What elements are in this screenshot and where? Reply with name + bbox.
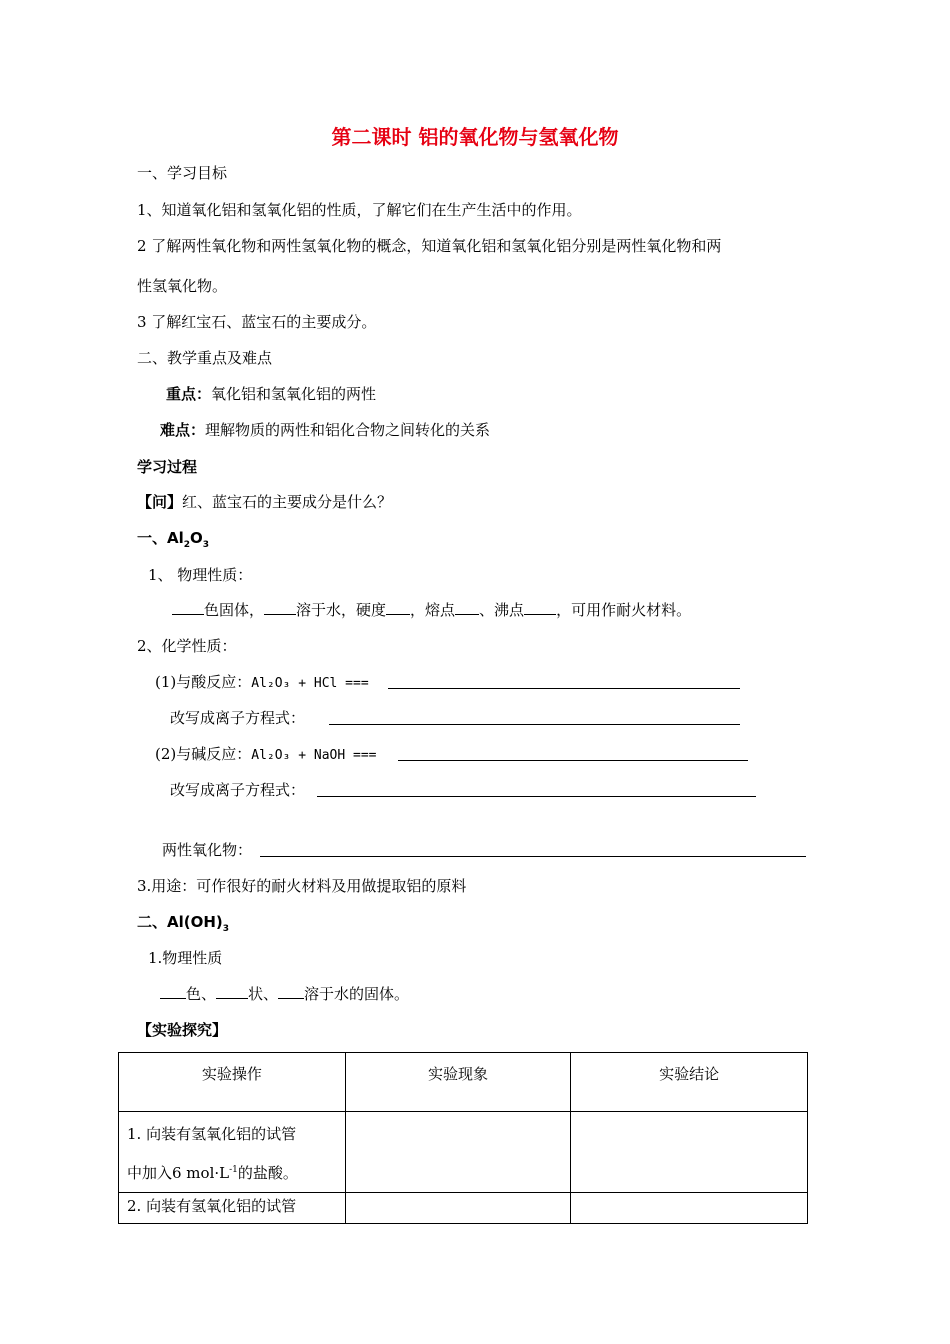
objective-2-cont: 性氢氧化物。: [137, 277, 228, 295]
table-cell: [119, 1112, 346, 1193]
amphoteric-label: 两性氧化物：: [162, 841, 253, 859]
blank[interactable]: [455, 600, 479, 615]
column-header: 实验操作: [119, 1053, 346, 1112]
blank[interactable]: [216, 984, 248, 999]
question-text: 红、蓝宝石的主要成分是什么？: [182, 493, 393, 511]
fill-text: 、沸点: [479, 601, 525, 619]
blank[interactable]: [278, 984, 304, 999]
fill-text: 色固体，: [204, 601, 265, 619]
base-label: (2)与碱反应：: [155, 745, 252, 763]
al2o3-o: O: [190, 529, 203, 547]
chemical-heading: 2、化学性质：: [137, 637, 237, 655]
objective-1: 1、知道氧化铝和氢氧化铝的性质，了解它们在生产生活中的作用。: [137, 201, 582, 219]
blank[interactable]: [160, 984, 186, 999]
aloh3-fill-line: [160, 984, 409, 1004]
table-cell[interactable]: [571, 1193, 808, 1224]
base-equation: Al₂O₃ + NaOH ===: [251, 748, 377, 763]
acid-reaction: [155, 672, 369, 694]
fill-text: ，可用作耐火材料。: [556, 601, 692, 619]
page-title: 第二课时 铝的氧化物与氢氧化物: [331, 125, 619, 149]
al2o3-sub2: 2: [183, 540, 191, 550]
table-cell[interactable]: [571, 1112, 808, 1193]
acid-label: (1)与酸反应：: [155, 673, 252, 691]
aloh3-heading-text: 二、Al(OH): [137, 913, 223, 931]
base-reaction: [155, 744, 376, 766]
objective-2: 2 了解两性氧化物和两性氢氧化物的概念，知道氧化铝和氢氧化铝分别是两性氧化物和两: [137, 237, 722, 255]
objective-3: 3 了解红宝石、蓝宝石的主要成分。: [137, 313, 377, 331]
row1-line1: 1. 向装有氢氧化铝的试管: [127, 1125, 297, 1143]
aloh3-physical-heading: 1.物理性质: [148, 949, 223, 967]
experiment-heading: 【实验探究】: [137, 1021, 228, 1039]
question: [137, 492, 392, 512]
row1-line2-text: 中加入6 mol·L: [127, 1164, 230, 1182]
al2o3-heading: [137, 528, 209, 555]
aloh3-sub3: 3: [222, 924, 230, 934]
ionic-label-1: 改写成离子方程式：: [170, 709, 306, 727]
fill-text: 色、: [186, 985, 217, 1003]
fill-text: 溶于水，硬度: [296, 601, 387, 619]
row1-line2-end: 的盐酸。: [237, 1164, 298, 1182]
aloh3-heading: [137, 912, 229, 939]
process-heading: 学习过程: [137, 458, 198, 476]
key-label: 重点：: [166, 385, 212, 403]
blank[interactable]: [386, 600, 410, 615]
al2o3-sub3: 3: [202, 540, 210, 550]
ionic-label-2: 改写成离子方程式：: [170, 781, 306, 799]
key-point: [166, 384, 376, 404]
table-cell[interactable]: [345, 1112, 571, 1193]
table-row: [119, 1193, 808, 1224]
answer-line[interactable]: [329, 724, 740, 725]
experiment-table: [118, 1052, 808, 1224]
physical-fill-line: [172, 600, 691, 620]
acid-equation: Al₂O₃ + HCl ===: [251, 676, 369, 691]
table-row: [119, 1112, 808, 1193]
al2o3-heading-text: 一、Al: [137, 529, 184, 547]
table-header-row: [119, 1053, 808, 1112]
question-label: 【问】: [137, 493, 183, 511]
answer-line[interactable]: [398, 760, 748, 761]
key-text: 氧化铝和氢氧化铝的两性: [211, 385, 377, 403]
blank[interactable]: [524, 600, 556, 615]
difficult-text: 理解物质的两性和铝化合物之间转化的关系: [205, 421, 491, 439]
answer-line[interactable]: [388, 688, 740, 689]
table-cell: 2. 向装有氢氧化铝的试管: [119, 1193, 346, 1224]
difficult-label: 难点：: [160, 421, 206, 439]
usage: 3.用途：可作很好的耐火材料及用做提取铝的原料: [137, 877, 467, 895]
column-header: 实验结论: [571, 1053, 808, 1112]
column-header: 实验现象: [345, 1053, 571, 1112]
answer-line[interactable]: [317, 796, 756, 797]
row1-line2: [127, 1152, 337, 1191]
blank[interactable]: [172, 600, 204, 615]
objectives-heading: 一、学习目标: [137, 164, 228, 182]
row1-sup: -1: [229, 1165, 238, 1175]
answer-line[interactable]: [260, 856, 806, 857]
blank[interactable]: [264, 600, 296, 615]
fill-text: 状、: [248, 985, 279, 1003]
fill-text: ，熔点: [410, 601, 456, 619]
difficult-point: [160, 420, 490, 440]
fill-text: 溶于水的固体。: [304, 985, 410, 1003]
physical-heading: 1、 物理性质：: [148, 566, 253, 584]
table-cell[interactable]: [345, 1193, 571, 1224]
key-points-heading: 二、教学重点及难点: [137, 349, 273, 367]
